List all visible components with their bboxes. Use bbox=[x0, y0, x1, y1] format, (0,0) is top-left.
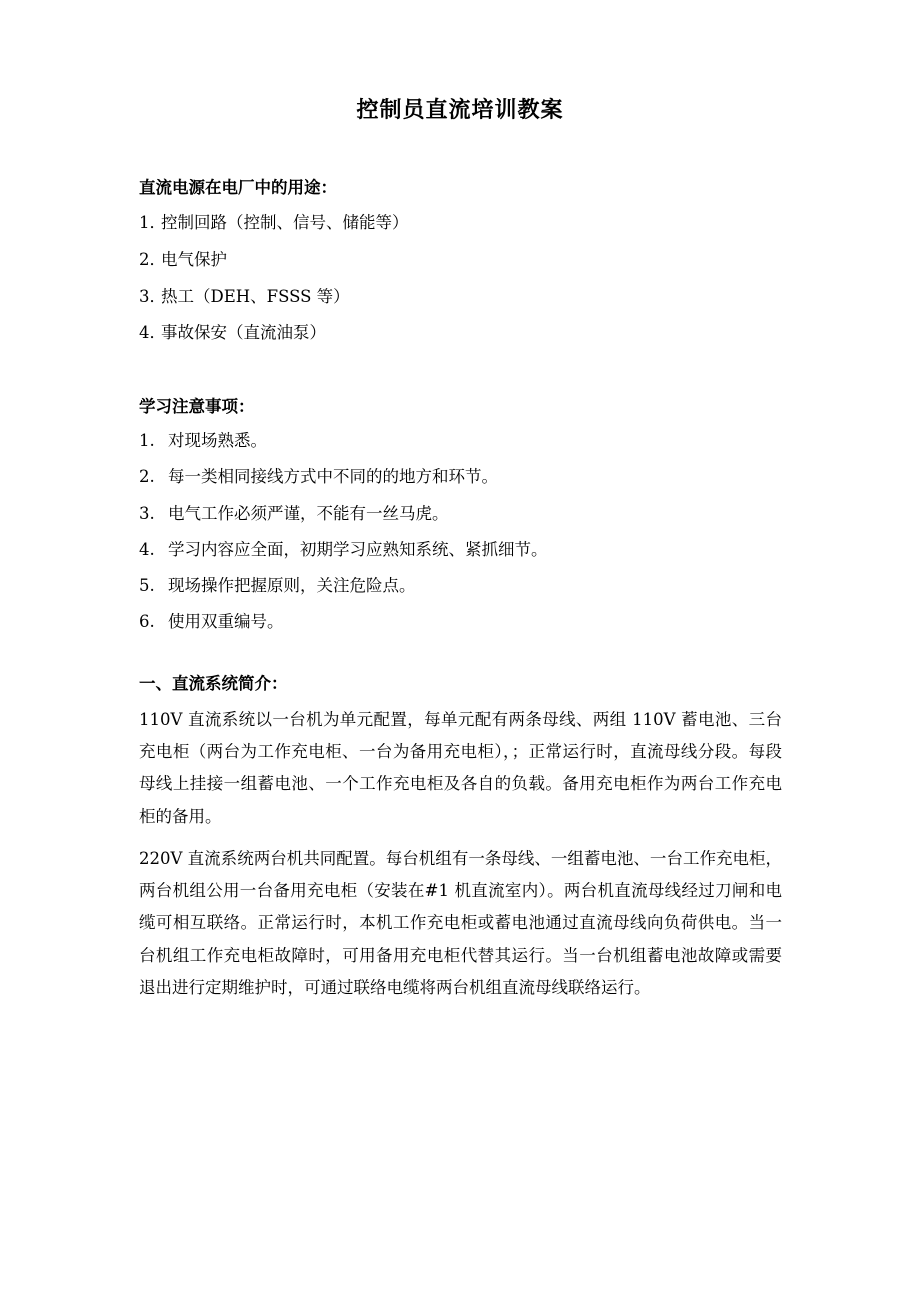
notes-item bbox=[139, 429, 267, 453]
notes-item-text: 现场操作把握原则，关注危险点。 bbox=[168, 576, 416, 595]
uses-item-number: 3． bbox=[139, 287, 166, 306]
notes-item-number: 3. bbox=[139, 504, 155, 523]
notes-item-number: 4. bbox=[139, 540, 155, 559]
notes-item bbox=[139, 574, 416, 598]
intro-paragraph-110v: 110V 直流系统以一台机为单元配置，每单元配有两条母线、两组 110V 蓄电池、三台充电柜（两台为工作充电柜、一台为备用充电柜），；正常运行时，直流母线分段。每段母线上挂接一组蓄电池、一个工作充电柜及各自的负载。备用充电柜作为两台工作充电柜的备用。 bbox=[139, 710, 782, 826]
notes-item-number: 1. bbox=[139, 431, 155, 450]
intro-paragraph-220v: 220V 直流系统两台机共同配置。每台机组有一条母线、一组蓄电池、一台工作充电柜，两台机组公用一台备用充电柜（安装在#1 机直流室内）。两台机直流母线经过刀闸和电缆可相互联络。正常运行时，本机工作充电柜或蓄电池通过直流母线向负荷供电。当一台机组工作充电柜故障时，可用备用充电柜代替其运行。当一台机组蓄电池故障或需要退出进行定期维护时，可通过联络电缆将两台机组直流母线联络运行。 bbox=[139, 849, 782, 997]
intro-heading: 一、直流系统简介： bbox=[139, 674, 288, 693]
uses-item-number: 1． bbox=[139, 213, 166, 232]
notes-item bbox=[139, 538, 548, 562]
uses-item bbox=[139, 211, 409, 235]
notes-item-number: 6. bbox=[139, 612, 155, 631]
uses-item bbox=[139, 285, 350, 309]
uses-item bbox=[139, 321, 326, 345]
uses-item bbox=[139, 248, 227, 272]
uses-item-text: 控制回路（控制、信号、储能等） bbox=[161, 213, 409, 232]
uses-item-text: 事故保安（直流油泵） bbox=[161, 323, 326, 342]
uses-item-number: 4． bbox=[139, 323, 166, 342]
notes-item-text: 电气工作必须严谨，不能有一丝马虎。 bbox=[168, 504, 449, 523]
notes-item-text: 每一类相同接线方式中不同的的地方和环节。 bbox=[168, 467, 498, 486]
uses-item-text: 热工（DEH、FSSS 等） bbox=[161, 287, 350, 306]
uses-item-number: 2． bbox=[139, 250, 166, 269]
notes-item-text: 对现场熟悉。 bbox=[168, 431, 267, 450]
notes-item bbox=[139, 502, 449, 526]
notes-item-text: 使用双重编号。 bbox=[168, 612, 284, 631]
notes-item-number: 5. bbox=[139, 576, 155, 595]
notes-heading: 学习注意事项： bbox=[139, 397, 255, 416]
notes-item-text: 学习内容应全面，初期学习应熟知系统、紧抓细节。 bbox=[168, 540, 548, 559]
notes-item-number: 2. bbox=[139, 467, 155, 486]
document-title: 控制员直流培训教案 bbox=[356, 97, 564, 123]
uses-item-text: 电气保护 bbox=[161, 250, 227, 269]
notes-item bbox=[139, 610, 284, 634]
notes-item bbox=[139, 465, 498, 489]
uses-heading: 直流电源在电厂中的用途： bbox=[139, 178, 337, 197]
